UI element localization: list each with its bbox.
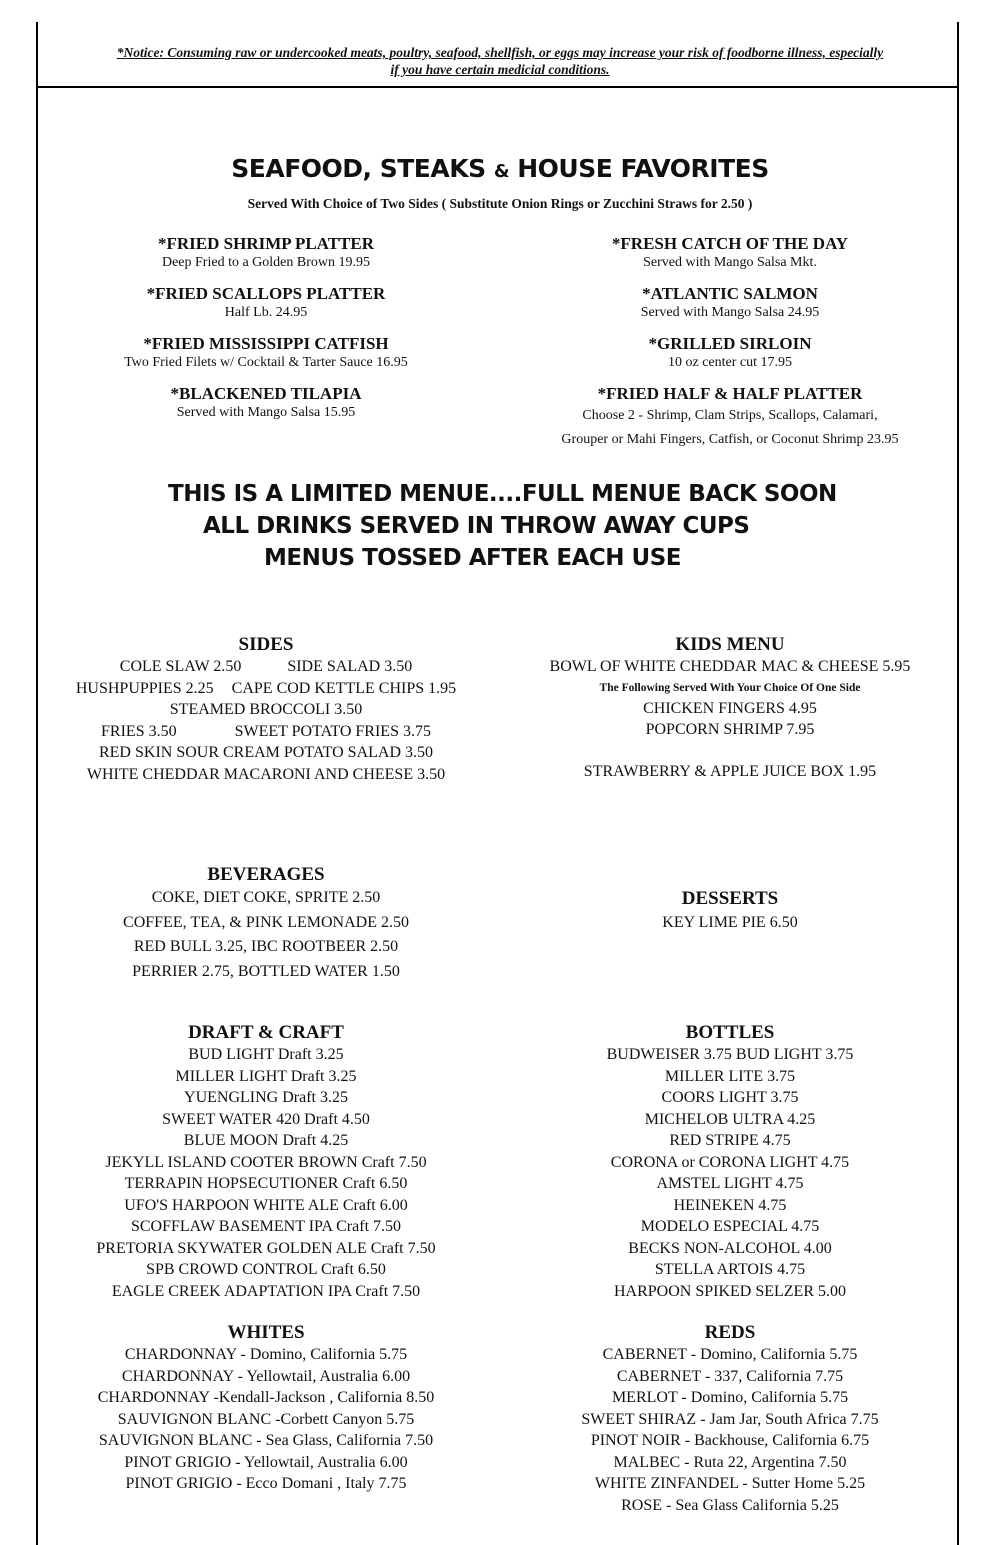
menu-item: CAPE COD KETTLE CHIPS 1.95 <box>231 679 457 697</box>
border-left <box>36 22 38 1545</box>
section-title: BEVERAGES <box>207 864 325 885</box>
kids-section <box>520 634 940 782</box>
section-title: WHITES <box>227 1322 305 1343</box>
entree-item <box>500 334 960 372</box>
entree-name: *FRESH CATCH OF THE DAY <box>611 234 849 253</box>
announcement-line: ALL DRINKS SERVED IN THROW AWAY CUPS <box>203 513 750 539</box>
health-notice <box>60 44 940 78</box>
menu-item: PINOT GRIGIO - Ecco Domani , Italy 7.75 <box>125 1475 407 1492</box>
menu-item: PINOT GRIGIO - Yellowtail, Australia 6.00 <box>124 1453 408 1471</box>
menu-item: PINOT NOIR - Backhouse, California 6.75 <box>590 1432 870 1449</box>
menu-item: COLE SLAW 2.50 <box>119 658 242 675</box>
menu-item: UFO'S HARPOON WHITE ALE Craft 6.00 <box>124 1196 408 1214</box>
menu-item: SWEET SHIRAZ - Jam Jar, South Africa 7.75 <box>581 1410 879 1428</box>
menu-item: SWEET POTATO FRIES 3.75 <box>234 722 431 740</box>
menu-item: CHARDONNAY - Domino, California 5.75 <box>124 1346 408 1363</box>
sides-section <box>60 634 472 785</box>
menu-item: STEAMED BROCCOLI 3.50 <box>169 701 363 718</box>
entree-item <box>500 384 960 452</box>
menu-line <box>60 721 472 743</box>
reds-section <box>520 1322 940 1516</box>
page-title <box>0 154 1000 183</box>
announcement-block <box>168 478 837 574</box>
menu-item: MICHELOB ULTRA 4.25 <box>644 1110 816 1128</box>
menu-item: MODELO ESPECIAL 4.75 <box>640 1218 820 1235</box>
announcement-line: MENUS TOSSED AFTER EACH USE <box>264 545 681 571</box>
entree-desc: Deep Fried to a Golden Brown 19.95 <box>161 255 371 270</box>
menu-item: FRIES 3.50 <box>101 722 177 740</box>
menu-item: YUENGLING Draft 3.25 <box>184 1089 348 1106</box>
menu-item: WHITE ZINFANDEL - Sutter Home 5.25 <box>594 1475 866 1492</box>
menu-item: BUDWEISER 3.75 BUD LIGHT 3.75 <box>606 1046 854 1063</box>
entree-item <box>80 334 452 372</box>
section-title: BOTTLES <box>685 1022 775 1043</box>
entree-name: *FRIED MISSISSIPPI CATFISH <box>143 334 389 353</box>
entree-desc-continued: Grouper or Mahi Fingers, Catfish, or Coconut Shrimp 23.95 <box>561 432 899 447</box>
menu-line <box>60 656 472 678</box>
menu-item: BOWL OF WHITE CHEDDAR MAC & CHEESE 5.95 <box>549 658 911 675</box>
menu-item: STELLA ARTOIS 4.75 <box>654 1261 806 1278</box>
menu-item: AMSTEL LIGHT 4.75 <box>656 1175 804 1192</box>
menu-item: JEKYLL ISLAND COOTER BROWN Craft 7.50 <box>105 1153 427 1171</box>
menu-item: BLUE MOON Draft 4.25 <box>183 1132 349 1149</box>
menu-item: COKE, DIET COKE, SPRITE 2.50 <box>151 889 381 906</box>
menu-item: HEINEKEN 4.75 <box>673 1196 787 1214</box>
draft-section <box>60 1022 472 1302</box>
entree-desc: Served with Mango Salsa Mkt. <box>643 255 817 270</box>
menu-item: MALBEC - Ruta 22, Argentina 7.50 <box>613 1453 847 1471</box>
menu-item: PERRIER 2.75, BOTTLED WATER 1.50 <box>132 962 400 980</box>
beverages-section <box>60 864 472 984</box>
menu-item: KEY LIME PIE 6.50 <box>662 914 798 931</box>
menu-item: COFFEE, TEA, & PINK LEMONADE 2.50 <box>123 913 409 931</box>
page-title-part1: SEAFOOD, STEAKS <box>231 154 486 183</box>
health-notice-line1: *Notice: Consuming raw or undercooked meats, poultry, seafood, shellfish, or eggs may increase your risk of foodborne illness, especially <box>116 45 884 60</box>
notice-divider <box>36 86 959 88</box>
menu-item: RED BULL 3.25, IBC ROOTBEER 2.50 <box>133 938 399 955</box>
entree-name: *FRIED SCALLOPS PLATTER <box>146 284 386 303</box>
health-notice-line2: if you have certain medicial conditions. <box>390 62 610 77</box>
menu-item: HARPOON SPIKED SELZER 5.00 <box>613 1282 846 1300</box>
desserts-section <box>520 888 940 936</box>
section-title: DESSERTS <box>681 888 779 909</box>
bottles-section <box>520 1022 940 1302</box>
entree-item <box>500 284 960 322</box>
entree-name: *FRIED SHRIMP PLATTER <box>158 234 374 253</box>
menu-item: SWEET WATER 420 Draft 4.50 <box>162 1110 370 1128</box>
menu-item: POPCORN SHRIMP 7.95 <box>645 721 815 738</box>
menu-item: CHARDONNAY -Kendall-Jackson , California 8.50 <box>97 1389 435 1406</box>
menu-item: MERLOT - Domino, California 5.75 <box>611 1389 849 1406</box>
page-title-part2: HOUSE FAVORITES <box>517 154 769 183</box>
page-subtitle: Served With Choice of Two Sides ( Substitute Onion Rings or Zucchini Straws for 2.50 ) <box>247 196 753 211</box>
menu-item: BECKS NON-ALCOHOL 4.00 <box>628 1239 832 1257</box>
menu-item: SPB CROWD CONTROL Craft 6.50 <box>146 1261 386 1278</box>
menu-item: ROSE - Sea Glass California 5.25 <box>621 1496 839 1514</box>
menu-item: SAUVIGNON BLANC - Sea Glass, California 7.50 <box>98 1432 434 1449</box>
menu-item: CORONA or CORONA LIGHT 4.75 <box>610 1153 850 1171</box>
entree-name: *GRILLED SIRLOIN <box>648 334 812 353</box>
entree-desc: Served with Mango Salsa 24.95 <box>640 305 820 320</box>
menu-item: CHARDONNAY - Yellowtail, Australia 6.00 <box>121 1367 411 1385</box>
menu-item: WHITE CHEDDAR MACARONI AND CHEESE 3.50 <box>86 765 446 783</box>
menu-item: SIDE SALAD 3.50 <box>287 658 413 675</box>
menu-line <box>60 678 472 700</box>
entree-name: *BLACKENED TILAPIA <box>170 384 362 403</box>
announcement-line: THIS IS A LIMITED MENUE....FULL MENUE BACK SOON <box>168 481 837 507</box>
entrees-left <box>80 234 452 434</box>
menu-item: BUD LIGHT Draft 3.25 <box>188 1046 344 1063</box>
entree-desc: Two Fried Filets w/ Cocktail & Tarter Sauce 16.95 <box>124 355 408 370</box>
section-title: REDS <box>704 1322 756 1343</box>
menu-item: TERRAPIN HOPSECUTIONER Craft 6.50 <box>124 1175 408 1192</box>
menu-item: SCOFFLAW BASEMENT IPA Craft 7.50 <box>130 1218 402 1235</box>
entree-name: *ATLANTIC SALMON <box>642 284 818 303</box>
section-title: KIDS MENU <box>675 634 785 655</box>
entree-item <box>80 234 452 272</box>
entree-desc: Served with Mango Salsa 15.95 <box>176 405 356 420</box>
menu-item: SAUVIGNON BLANC -Corbett Canyon 5.75 <box>117 1410 415 1428</box>
menu-item: CABERNET - Domino, California 5.75 <box>602 1346 858 1363</box>
menu-item: EAGLE CREEK ADAPTATION IPA Craft 7.50 <box>111 1282 421 1300</box>
kids-note: The Following Served With Your Choice Of One Side <box>599 681 861 694</box>
menu-item: PRETORIA SKYWATER GOLDEN ALE Craft 7.50 <box>96 1239 436 1257</box>
section-title: DRAFT & CRAFT <box>188 1022 344 1043</box>
menu-item: COORS LIGHT 3.75 <box>661 1089 799 1106</box>
menu-item: MILLER LITE 3.75 <box>664 1067 796 1085</box>
entree-desc: Choose 2 - Shrimp, Clam Strips, Scallops, Calamari, <box>582 408 878 423</box>
page-title-amp: & <box>493 161 510 182</box>
entree-desc: Half Lb. 24.95 <box>224 305 308 320</box>
menu-item: HUSHPUPPIES 2.25 <box>75 679 214 697</box>
entree-item <box>80 384 452 422</box>
menu-item: MILLER LIGHT Draft 3.25 <box>175 1067 357 1085</box>
menu-item: CHICKEN FINGERS 4.95 <box>643 699 817 717</box>
entrees-right <box>500 234 960 464</box>
entree-name: *FRIED HALF & HALF PLATTER <box>597 384 863 403</box>
entree-item <box>500 234 960 272</box>
menu-item: STRAWBERRY & APPLE JUICE BOX 1.95 <box>583 762 877 780</box>
entree-desc: 10 oz center cut 17.95 <box>667 355 792 370</box>
menu-item: CABERNET - 337, California 7.75 <box>616 1367 844 1385</box>
section-title: SIDES <box>238 634 294 655</box>
whites-section <box>60 1322 472 1495</box>
entree-item <box>80 284 452 322</box>
menu-item: RED STRIPE 4.75 <box>669 1132 791 1149</box>
menu-item: RED SKIN SOUR CREAM POTATO SALAD 3.50 <box>98 744 433 761</box>
